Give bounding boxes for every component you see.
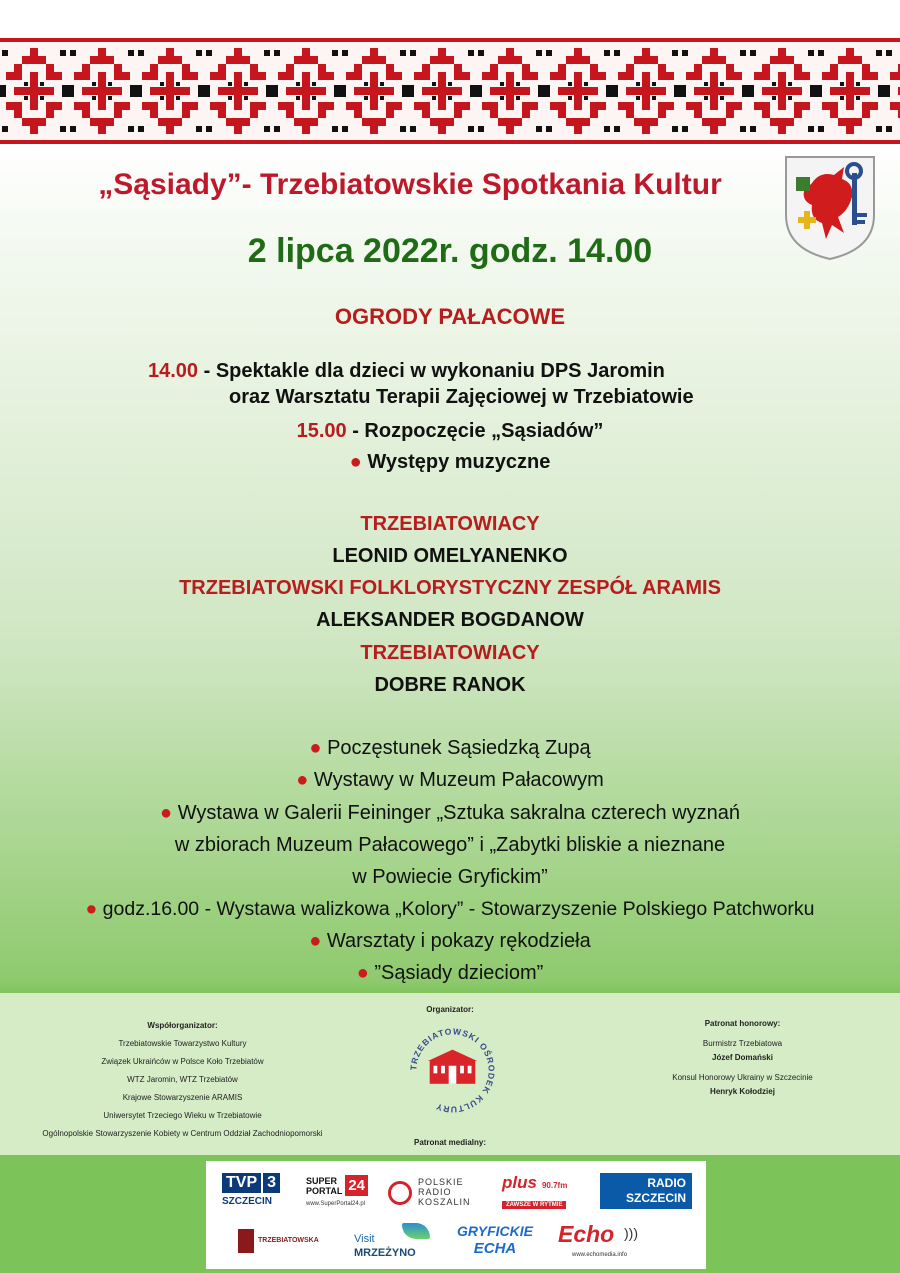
attraction-5 xyxy=(0,930,900,953)
program-text: Występy muzyczne xyxy=(367,451,551,473)
attraction-text: Wystawy w Muzeum Pałacowym xyxy=(313,769,604,791)
wave-icon xyxy=(402,1223,430,1239)
co-organizer-item: Ogólnopolskie Stowarzyszenie Kobiety w Centrum Oddział Zachodniopomorski xyxy=(42,1129,323,1138)
bullet-icon: ● xyxy=(296,769,309,791)
echo-text: Echo xyxy=(558,1221,615,1247)
attraction-text: Wystawa w Galerii Feininger „Sztuka sakralna czterech wyznań xyxy=(177,802,740,824)
performer-2: LEONID OMELYANENKO xyxy=(332,545,568,567)
bullet-icon: ● xyxy=(309,930,322,952)
sound-wave-icon: ))) xyxy=(624,1225,638,1241)
gryfickie-text: GRYFICKIE xyxy=(457,1223,533,1239)
gryfickie-echa-logo xyxy=(446,1223,544,1263)
radio-text: POLSKIE xyxy=(418,1177,464,1187)
trzebiatowska-logo xyxy=(238,1227,319,1257)
tvp-text: TVP xyxy=(222,1173,261,1193)
visit-text: Visit xyxy=(354,1233,375,1245)
event-title: „Sąsiady”- Trzebiatowskie Spotkania Kultur xyxy=(98,168,722,201)
tvp-city: SZCZECIN xyxy=(222,1196,272,1207)
embroidery-pattern xyxy=(0,38,900,144)
media-logos-panel xyxy=(206,1161,706,1269)
attraction-1 xyxy=(0,737,900,760)
program-item-1-continued: oraz Warsztatu Terapii Zajęciowej w Trzebiatowie xyxy=(229,386,694,408)
plus-freq: 90.7fm xyxy=(541,1181,568,1190)
radio-szczecin-text: RADIO xyxy=(647,1176,686,1190)
echo-url: www.echomedia.info xyxy=(572,1252,628,1258)
attraction-2 xyxy=(0,769,900,792)
attraction-3 xyxy=(0,802,900,825)
polskie-radio-koszalin-logo xyxy=(388,1177,492,1217)
program-time: 15.00 xyxy=(296,420,347,442)
attraction-3-line-3: w Powiecie Gryfickim” xyxy=(352,866,548,888)
tvp-number: 3 xyxy=(263,1173,280,1193)
media-patronage-heading: Patronat medialny: xyxy=(413,1138,486,1147)
venue-heading: OGRODY PAŁACOWE xyxy=(334,304,566,329)
bullet-icon: ● xyxy=(160,802,173,824)
echo-logo xyxy=(558,1221,654,1265)
honorary-role: Konsul Honorowy Ukrainy w Szczecinie xyxy=(672,1073,813,1082)
radio-text: RADIO xyxy=(418,1187,452,1197)
plus-text: plus xyxy=(502,1173,537,1192)
event-date: 2 lipca 2022r. godz. 14.00 xyxy=(247,232,653,270)
attraction-6 xyxy=(0,962,900,985)
honorary-patronage-block xyxy=(630,1017,855,1099)
co-organizer-item: Krajowe Stowarzyszenie ARAMIS xyxy=(122,1093,243,1102)
visit-mrzezyno-logo xyxy=(354,1221,444,1265)
organizer-logo-text: TRZEBIATOWSKI OŚRODEK KULTURY xyxy=(408,1026,497,1115)
organizer-logo xyxy=(405,1023,500,1118)
partners-section xyxy=(0,993,900,1155)
program-text: - Spektakle dla dzieci w wykonaniu DPS Jaromin xyxy=(198,360,665,382)
superportal-number: 24 xyxy=(345,1175,368,1196)
program-time: 14.00 xyxy=(148,360,199,382)
trzebiatowska-text: TRZEBIATOWSKA xyxy=(258,1237,319,1244)
honorary-heading: Patronat honorowy: xyxy=(704,1019,781,1028)
honorary-name: Józef Domański xyxy=(712,1053,773,1062)
bullet-icon: ● xyxy=(356,962,369,984)
radio-plus-logo xyxy=(502,1173,592,1217)
superportal-text: SUPER xyxy=(306,1175,338,1186)
radio-szczecin-text: SZCZECIN xyxy=(626,1191,686,1205)
attraction-4 xyxy=(0,898,900,921)
castle-icon xyxy=(238,1229,254,1253)
performer-4: ALEKSANDER BOGDANOW xyxy=(316,609,584,631)
program-item-2 xyxy=(0,420,900,443)
attraction-text: godz.16.00 - Wystawa walizkowa „Kolory” - Stowarzyszenie Polskiego Patchworku xyxy=(102,898,815,920)
co-organizer-item: Uniwersytet Trzeciego Wieku w Trzebiatowie xyxy=(103,1111,262,1120)
co-organizer-item: Związek Ukraińców w Polsce Koło Trzebiatów xyxy=(101,1057,264,1066)
organizer-heading: Organizator: xyxy=(426,1005,474,1014)
performer-5: TRZEBIATOWIACY xyxy=(360,642,540,664)
plus-slogan: ZAWSZE W RYTMIE xyxy=(502,1201,566,1209)
attraction-text: Poczęstunek Sąsiedzką Zupą xyxy=(327,737,591,759)
echa-text: ECHA xyxy=(473,1240,517,1257)
program-item-1 xyxy=(148,360,665,383)
performer-6: DOBRE RANOK xyxy=(374,674,526,696)
performer-1: TRZEBIATOWIACY xyxy=(360,513,540,535)
program-item-3 xyxy=(0,451,900,474)
bullet-icon: ● xyxy=(309,737,322,759)
co-organizer-item: WTZ Jaromin, WTZ Trzebiatów xyxy=(127,1075,238,1084)
bullet-icon: ● xyxy=(349,451,362,473)
co-organizers-block xyxy=(20,1017,345,1143)
honorary-role: Burmistrz Trzebiatowa xyxy=(702,1039,783,1048)
mrzezyno-text: MRZEŻYNO xyxy=(354,1247,416,1259)
superportal-text: PORTAL xyxy=(306,1185,343,1196)
radio-wave-icon xyxy=(388,1181,412,1205)
superportal24-logo xyxy=(306,1175,386,1219)
bullet-icon: ● xyxy=(85,898,98,920)
radio-text: KOSZALIN xyxy=(418,1197,471,1207)
performer-3: TRZEBIATOWSKI FOLKLORYSTYCZNY ZESPÓŁ ARAMIS xyxy=(179,577,721,599)
attraction-text: Warsztaty i pokazy rękodzieła xyxy=(326,930,591,952)
honorary-name: Henryk Kołodziej xyxy=(710,1087,775,1096)
radio-szczecin-logo xyxy=(600,1173,692,1209)
program-text: - Rozpoczęcie „Sąsiadów” xyxy=(346,420,604,442)
attraction-text: ”Sąsiady dzieciom” xyxy=(374,962,544,984)
co-organizer-item: Trzebiatowskie Towarzystwo Kultury xyxy=(118,1039,247,1048)
palace-icon xyxy=(428,1050,477,1084)
tvp3-logo xyxy=(222,1173,296,1217)
co-organizers-heading: Współorganizator: xyxy=(147,1021,218,1030)
attraction-3-line-2: w zbiorach Muzeum Pałacowego” i „Zabytki bliskie a nieznane xyxy=(174,834,726,856)
superportal-url: www.SuperPortal24.pl xyxy=(306,1201,366,1207)
